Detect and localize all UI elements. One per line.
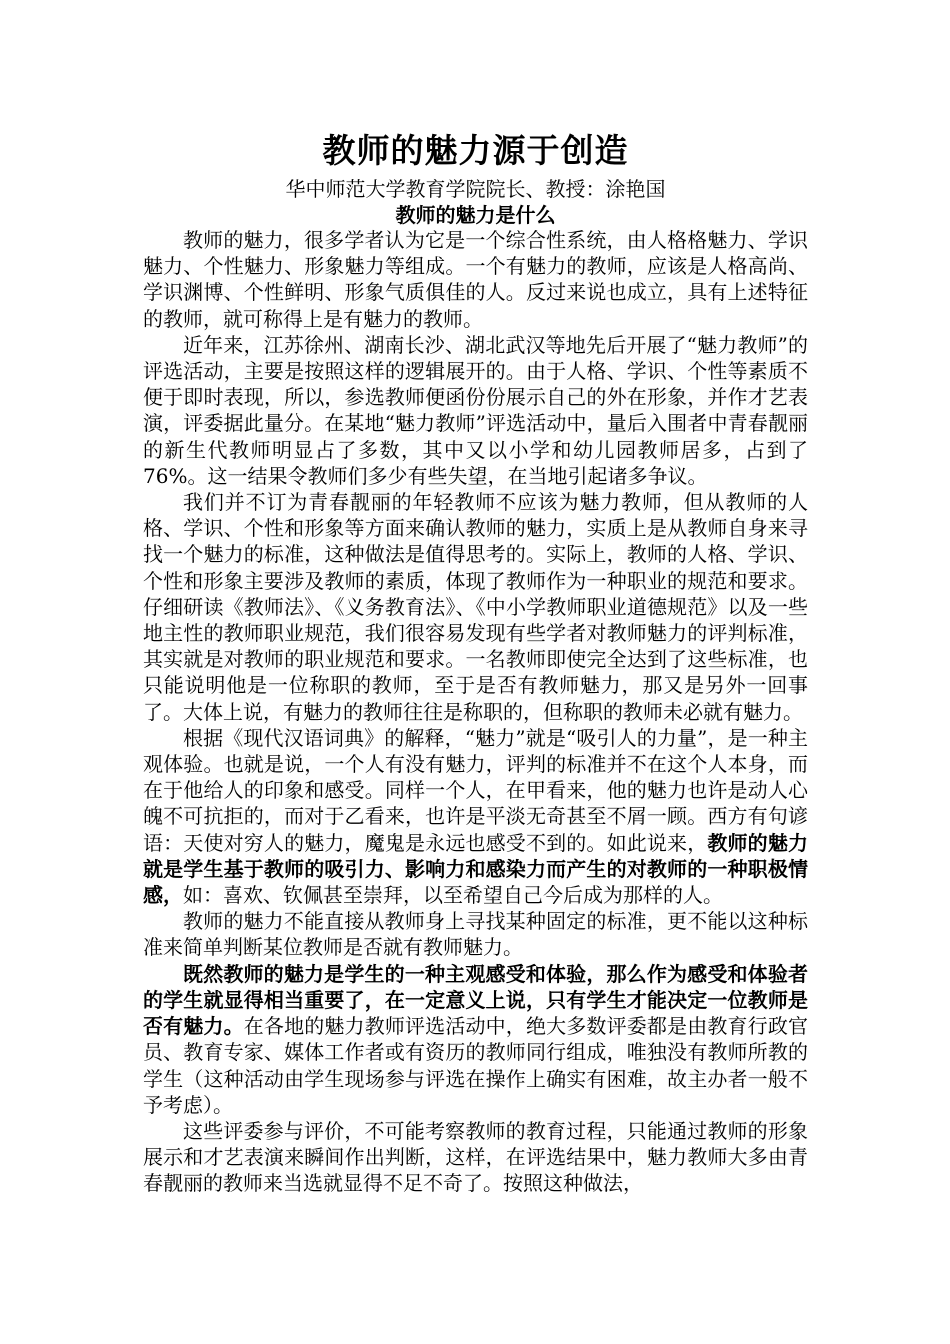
section-heading: 教师的魅力是什么: [395, 203, 556, 227]
paragraph-5: 教师的魅力不能直接从教师身上寻找某种固定的标准，更不能以这种标准来简单判断某位教师是否就有教师魅力。: [143, 909, 808, 960]
paragraph-3: 我们并不订为青春靓丽的年轻教师不应该为魅力教师，但从教师的人格、学识、个性和形象等方面来确认教师的魅力，实质上是从教师自身来寻找一个魅力的标准，这种做法是值得思考的。实际上，教师的人格、学识、个性和形象主要涉及教师的素质，体现了教师作为一种职业的规范和要求。仔细研读《教师法》、《义务教育法》、《中小学教师职业道德规范》以及一些地主性的教师职业规范，我们很容易发现有些学者对教师魅力的评判标准，其实就是对教师的职业规范和要求。一名教师即使完全达到了这些标准，也只能说明他是一位称职的教师，至于是否有教师魅力，那又是另外一回事了。大体上说，有魅力的教师往往是称职的，但称职的教师未必就有魅力。: [143, 490, 808, 724]
paragraph-2: 近年来，江苏徐州、湖南长沙、湖北武汉等地先后开展了“魅力教师”的评选活动，主要是按照这样的逻辑展开的。由于人格、学识、个性等素质不便于即时表现，所以，参选教师便函份份展示自己的外在形象，并作才艺表演，评委据此量分。在某地“魅力教师”评选活动中，量后入围者中青春靓丽的新生代教师明显占了多数，其中又以小学和幼儿园教师居多，占到了76%。这一结果令教师们多少有些失望，在当地引起诸多争议。: [143, 332, 808, 488]
paragraph-4: [143, 725, 808, 908]
document-body: [143, 127, 808, 1197]
paragraph-1: 教师的魅力，很多学者认为它是一个综合性系统，由人格格魅力、学识魅力、个性魅力、形象魅力等组成。一个有魅力的教师，应该是人格高尚、学识渊博、个性鲜明、形象气质俱佳的人。反过来说也成立，具有上述特征的教师，就可称得上是有魅力的教师。: [143, 228, 808, 331]
paragraph-4-text-end: 如：喜欢、钦佩甚至崇拜，以至希望自己今后成为那样的人。: [183, 883, 723, 908]
paragraph-4-bold-definition: 教师的魅力就是学生基于教师的吸引力、影响力和感染力而产生的对教师的一种职极情感，: [143, 830, 808, 908]
paragraph-4-text-start: 根据《现代汉语词典》的解释，“魅力”就是“吸引人的力量”，是一种主观体验。也就是说，一个人有没有魅力，评判的标准并不在这个人本身，而在于他给人的印象和感受。同样一个人，在甲看来，他的魅力也许是动人心魄不可抗拒的，而对于乙看来，也许是平淡无奇甚至不屑一顾。西方有句谚语：天使对穷人的魅力，魔鬼是永远也感受不到的。如此说来，: [143, 725, 808, 855]
paragraph-6-bold-thesis: 既然教师的魅力是学生的一种主观感受和体验，那么作为感受和体验者的学生就显得相当重要了，在一定意义上说，只有学生才能决定一位教师是否有魅力。: [143, 961, 808, 1039]
author-line: 华中师范大学教育学院院长、教授：涂艳国: [285, 177, 666, 201]
document-title: 教师的魅力源于创造: [322, 131, 629, 170]
paragraph-6: [143, 961, 808, 1118]
paragraph-7: 这些评委参与评价，不可能考察教师的教育过程，只能通过教师的形象展示和才艺表演来瞬间作出判断，这样，在评选结果中，魅力教师大多由青春靓丽的教师来当选就显得不足不奇了。按照这种做法，: [143, 1118, 808, 1196]
paragraph-6-text-end: 在各地的魅力教师评选活动中，绝大多数评委都是由教育行政官员、教育专家、媒体工作者或有资历的教师同行组成，唯独没有教师所教的学生（这种活动由学生现场参与评选在操作上确实有困难，故主办者一般不予考虑）。: [143, 1014, 808, 1117]
